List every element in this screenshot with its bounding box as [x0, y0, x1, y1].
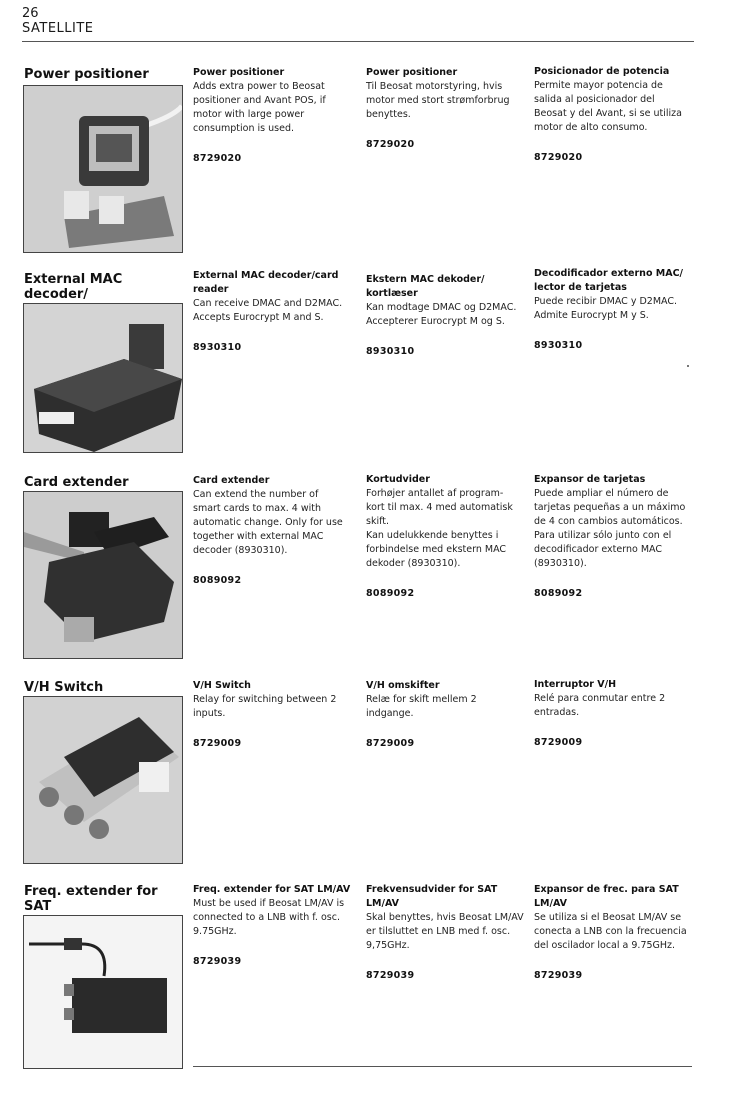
top-rule [22, 41, 694, 42]
heading-da: V/H omskifter [366, 680, 440, 691]
product-da-mac-decoder [366, 273, 528, 359]
product-code-da: 8089092 [366, 588, 415, 599]
product-title-card-extender: Card extender [24, 475, 129, 490]
product-code-da: 8729009 [366, 738, 415, 749]
product-code-da: 8930310 [366, 346, 415, 357]
heading-da: Ekstern MAC dekoder/ kortlæser [366, 274, 485, 299]
product-title-mac-decoder: External MAC decoder/ [24, 272, 123, 302]
heading-en: Freq. extender for SAT LM/AV [193, 884, 351, 895]
heading-es: Interruptor V/H [534, 679, 617, 690]
description-da: Til Beosat motorstyring, hvis motor med stort strømforbrug benyttes. [366, 81, 510, 120]
product-title-vh-switch: V/H Switch [24, 680, 104, 695]
product-da-vh-switch [366, 679, 528, 751]
product-da-power-positioner [366, 66, 528, 152]
heading-es: Expansor de frec. para SAT LM/AV [534, 884, 679, 909]
heading-es: Posicionador de potencia [534, 66, 670, 77]
product-code-da: 8729020 [366, 139, 415, 150]
product-photo-card-extender [23, 491, 183, 659]
product-code-es: 8729020 [534, 152, 583, 163]
description-da: Skal benyttes, hvis Beosat LM/AV er tilsluttet en LNB med f. osc. 9,75GHz. [366, 912, 524, 951]
product-code-es: 8930310 [534, 340, 583, 351]
description-da: Relæ for skift mellem 2 indgange. [366, 694, 477, 719]
product-code-en: 8729009 [193, 738, 242, 749]
product-code-en: 8729020 [193, 153, 242, 164]
product-title-power-positioner: Power positioner [24, 67, 149, 82]
page-number: 26 [22, 6, 39, 21]
description-es: Permite mayor potencia de salida al posicionador del Beosat y del Avant, si se utiliza motor de alto consumo. [534, 80, 682, 133]
product-en-freq-extender [193, 883, 356, 969]
product-code-en: 8930310 [193, 342, 242, 353]
heading-en: Power positioner [193, 67, 285, 78]
description-en: Can extend the number of smart cards to max. 4 with automatic change. Only for use together with external MAC decoder (8930310). [193, 489, 343, 556]
product-photo-mac-decoder [23, 303, 183, 453]
heading-en: External MAC decoder/card reader [193, 270, 339, 295]
description-da: Forhøjer antallet af program- kort til max. 4 med automatisk skift. Kan udelukkende benyttes i forbindelse med ekstern MAC dekoder (8930310). [366, 488, 513, 569]
description-en: Relay for switching between 2 inputs. [193, 694, 337, 719]
heading-es: Expansor de tarjetas [534, 474, 646, 485]
product-code-es: 8729009 [534, 737, 583, 748]
product-en-card-extender [193, 474, 356, 588]
product-da-card-extender [366, 473, 528, 601]
product-es-card-extender [534, 473, 694, 601]
section-title: SATELLITE [22, 21, 94, 36]
product-code-es: 8729039 [534, 970, 583, 981]
description-es: Puede recibir DMAC y D2MAC. Admite Eurocrypt M y S. [534, 296, 678, 321]
description-en: Adds extra power to Beosat positioner and Avant POS, if motor with large power consumption is used. [193, 81, 326, 134]
product-code-en: 8729039 [193, 956, 242, 967]
heading-da: Kortudvider [366, 474, 430, 485]
bottom-rule [193, 1066, 692, 1067]
stray-mark [687, 365, 689, 367]
description-es: Se utiliza si el Beosat LM/AV se conecta a LNB con la frecuencia del oscilador local a 9.75GHz. [534, 912, 687, 951]
product-code-en: 8089092 [193, 575, 242, 586]
product-es-mac-decoder [534, 267, 694, 353]
heading-da: Frekvensudvider for SAT LM/AV [366, 884, 498, 909]
description-es: Puede ampliar el número de tarjetas pequeñas a un máximo de 4 con cambios automáticos. Para utilizar sólo junto con el decodificador externo MAC (8930310). [534, 488, 686, 569]
product-es-freq-extender [534, 883, 694, 983]
product-da-freq-extender [366, 883, 528, 983]
product-photo-freq-extender [23, 915, 183, 1069]
product-en-power-positioner [193, 66, 356, 166]
heading-da: Power positioner [366, 67, 458, 78]
product-photo-vh-switch [23, 696, 183, 864]
product-code-da: 8729039 [366, 970, 415, 981]
heading-en: Card extender [193, 475, 270, 486]
heading-es: Decodificador externo MAC/ lector de tarjetas [534, 268, 684, 293]
product-en-mac-decoder [193, 269, 356, 355]
description-en: Can receive DMAC and D2MAC. Accepts Eurocrypt M and S. [193, 298, 343, 323]
heading-en: V/H Switch [193, 680, 251, 691]
description-da: Kan modtage DMAC og D2MAC. Accepterer Eurocrypt M og S. [366, 302, 517, 327]
description-es: Relé para conmutar entre 2 entradas. [534, 693, 666, 718]
product-es-power-positioner [534, 65, 694, 165]
product-en-vh-switch [193, 679, 356, 751]
product-title-freq-extender: Freq. extender for SAT [24, 884, 158, 914]
product-code-es: 8089092 [534, 588, 583, 599]
product-photo-power-positioner [23, 85, 183, 253]
description-en: Must be used if Beosat LM/AV is connected to a LNB with f. osc. 9.75GHz. [193, 898, 345, 937]
product-es-vh-switch [534, 678, 694, 750]
